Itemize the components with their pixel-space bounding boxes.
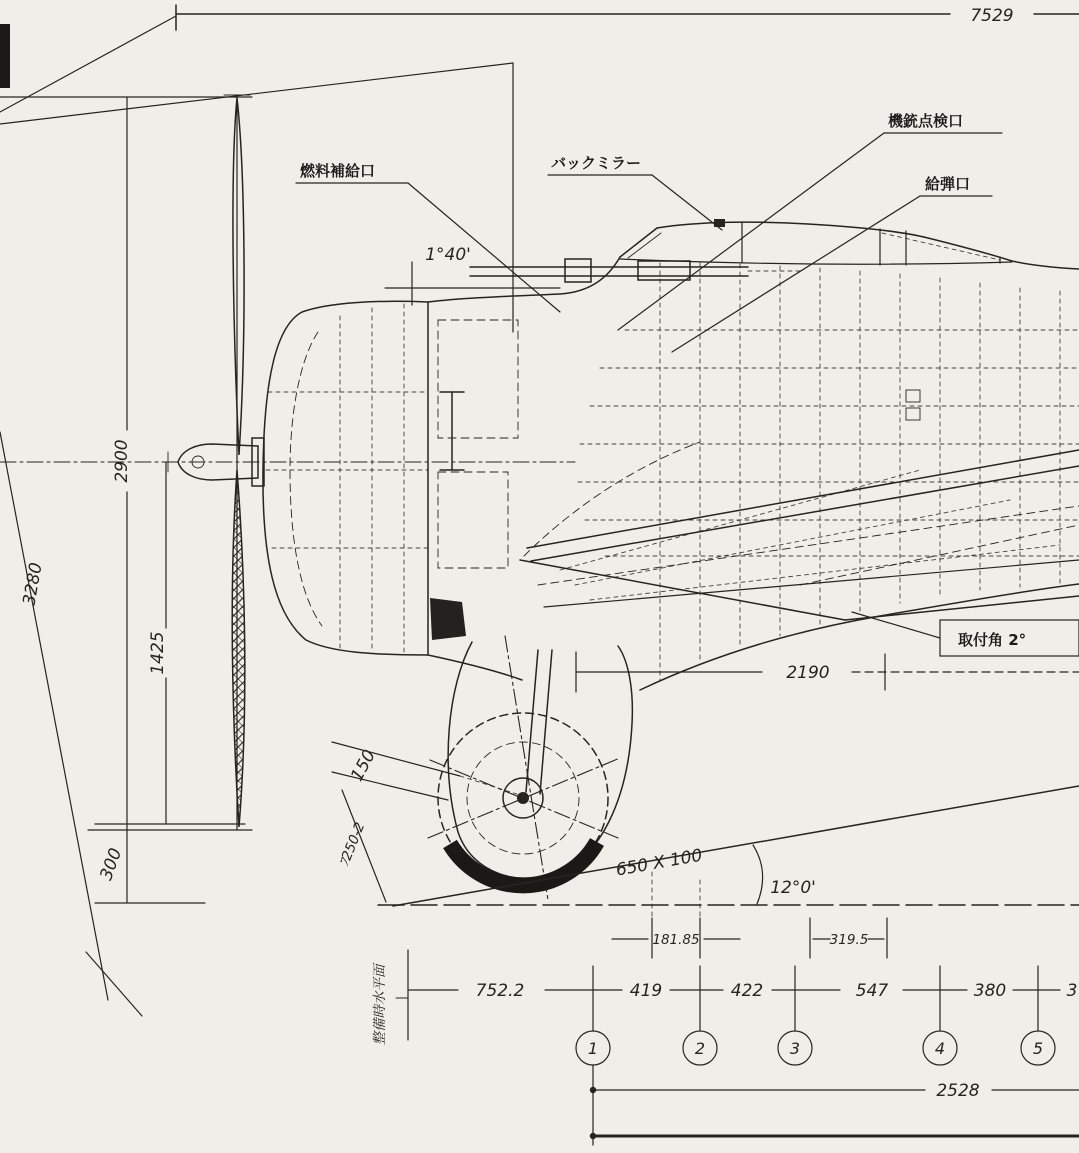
rear-view-mirror-shape <box>714 219 725 227</box>
ground-lines <box>378 786 1079 906</box>
station-4: 4 <box>934 1039 946 1058</box>
dim-1-40: 1°40' <box>425 245 471 265</box>
strut-part-number: ﾌ250-2 <box>336 820 369 869</box>
dim-overall-height <box>0 432 108 1000</box>
dim-2900: 2900 <box>112 439 132 483</box>
ammo-port-label: 給弾口 <box>925 175 971 193</box>
exhaust-stub <box>430 598 466 640</box>
angle-arc <box>753 845 763 904</box>
dim-2190: 2190 <box>786 663 830 683</box>
fuel-tank-outline <box>438 320 518 438</box>
dim-419: 419 <box>629 981 663 1001</box>
tire-size-label: 650 X 100 <box>614 845 704 881</box>
dim-wing-chord <box>576 652 1079 692</box>
dim-thrust-angle <box>385 245 560 305</box>
dim-2528: 2528 <box>936 1081 980 1101</box>
ground-tangent-line <box>393 786 1079 906</box>
wheel-spat <box>448 642 632 878</box>
dim-422: 422 <box>730 981 764 1001</box>
engine-cowling <box>263 301 466 655</box>
dim-547: 547 <box>855 981 889 1001</box>
station-1: 1 <box>587 1039 599 1058</box>
station-3: 3 <box>789 1039 801 1058</box>
projection-lines <box>0 16 513 1016</box>
dim-150: 150 <box>347 746 381 785</box>
access-panel-upper <box>906 390 920 402</box>
lower-tank-outline <box>438 472 508 568</box>
wing <box>520 442 1079 620</box>
dim-752-2: 752.2 <box>475 981 525 1001</box>
dim-12-0: 12°0' <box>770 878 816 898</box>
dim-center-section <box>590 1065 1079 1145</box>
incidence-label: 取付角 2° <box>958 631 1027 649</box>
dim-prop-lower <box>95 462 245 824</box>
scan-edge-mark <box>0 24 10 88</box>
dim-1425: 1425 <box>148 631 168 675</box>
dim-181-85: 181.85 <box>652 932 700 948</box>
incidence-label-box <box>852 612 1079 656</box>
service-level-plane-label: 整備時水平面 <box>372 964 388 1046</box>
dim-319-5: 319.5 <box>829 932 869 948</box>
fuselage <box>428 257 1079 690</box>
dim-380: 380 <box>973 981 1007 1001</box>
access-panel-lower <box>906 408 920 420</box>
dim-partial: 3 <box>1066 981 1078 1001</box>
dim-overall-length <box>176 5 1079 30</box>
mirror-label: バックミラー <box>551 154 642 172</box>
dim-3280: 3280 <box>19 561 47 608</box>
tire-contact-patch <box>450 842 597 885</box>
gun-hatch-label: 機銃点検口 <box>888 112 964 130</box>
station-2: 2 <box>694 1039 706 1058</box>
dim-gear-geometry <box>612 872 887 958</box>
dim-ground-clearance <box>96 830 127 902</box>
station-5: 5 <box>1032 1039 1044 1058</box>
station-markers <box>576 1031 1055 1065</box>
machine-gun <box>470 259 800 282</box>
dim-prop-disc <box>112 97 132 830</box>
dim-300: 300 <box>96 845 127 883</box>
propeller-blade-upper <box>233 98 244 455</box>
fuel-filler-label: 燃料補給口 <box>300 162 376 180</box>
station-dimension-row <box>372 950 1077 1046</box>
landing-gear <box>332 636 632 902</box>
dim-7529: 7529 <box>970 6 1014 26</box>
